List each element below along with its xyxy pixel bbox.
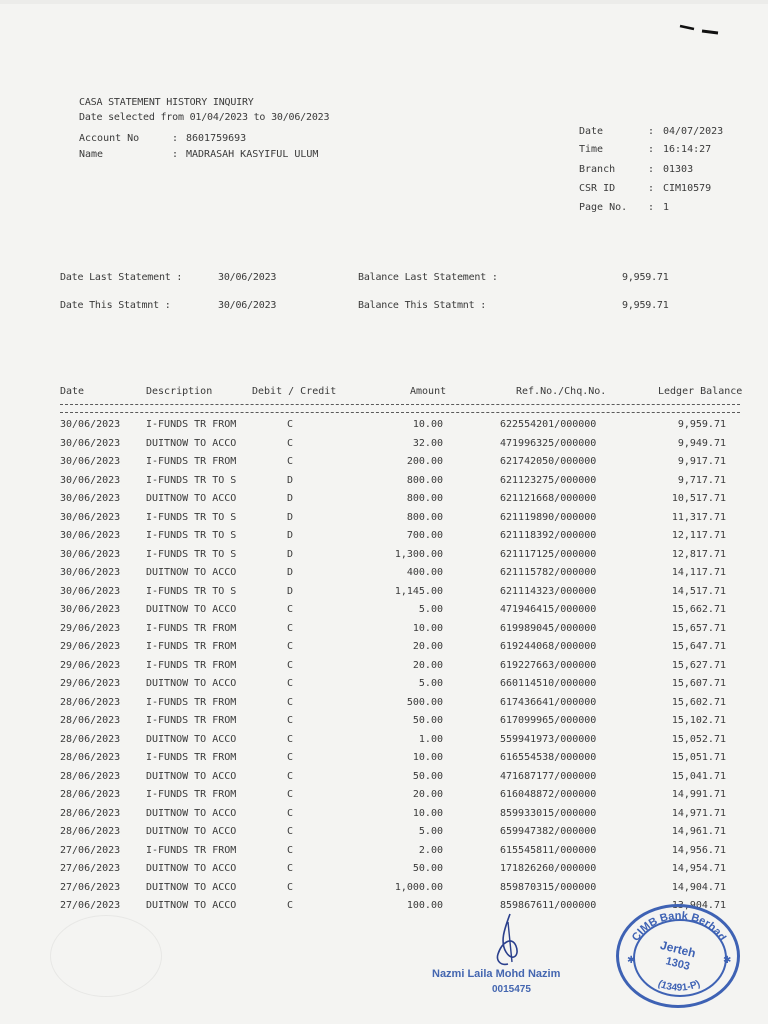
row-ref-no: 621114323/000000 xyxy=(500,585,597,597)
row-ref-no: 621742050/000000 xyxy=(500,456,597,467)
row-ref-no: 617099965/000000 xyxy=(500,715,597,726)
row-amount: 5.00 xyxy=(418,826,443,837)
row-ledger-balance: 14,517.71 xyxy=(671,585,726,597)
row-ref-no: 659947382/000000 xyxy=(500,826,597,837)
row-date: 27/06/2023 xyxy=(60,863,121,874)
row-description: DUITNOW TO ACCO xyxy=(146,437,237,449)
date-label: Date xyxy=(579,126,604,137)
row-amount: 10.00 xyxy=(412,419,443,430)
branch-value: 01303 xyxy=(663,164,694,175)
last-statement-date: 30/06/2023 xyxy=(218,272,277,283)
row-description: I-FUNDS TR FROM xyxy=(146,789,237,800)
row-debit-credit: C xyxy=(287,659,294,671)
row-amount: 10.00 xyxy=(412,807,443,819)
faint-bleedthrough-stamp xyxy=(50,915,162,997)
table-row xyxy=(0,712,768,731)
last-statement-label: Date Last Statement : xyxy=(60,272,183,283)
time-value: 16:14:27 xyxy=(663,144,712,155)
row-date: 30/06/2023 xyxy=(60,511,121,523)
row-description: I-FUNDS TR FROM xyxy=(146,419,237,430)
row-date: 30/06/2023 xyxy=(60,437,121,449)
table-row xyxy=(0,435,768,454)
table-row xyxy=(0,805,768,824)
colon: : xyxy=(648,126,655,137)
col-header-date: Date xyxy=(60,386,85,397)
this-statement-label: Date This Statmnt : xyxy=(60,300,171,311)
row-ledger-balance: 9,717.71 xyxy=(677,474,726,486)
table-row xyxy=(0,638,768,657)
date-value: 04/07/2023 xyxy=(663,126,724,137)
row-amount: 20.00 xyxy=(412,789,443,800)
row-ledger-balance: 14,971.71 xyxy=(671,807,726,819)
table-row xyxy=(0,490,768,509)
table-row xyxy=(0,416,768,435)
row-debit-credit: C xyxy=(287,881,294,893)
row-ref-no: 859870315/000000 xyxy=(500,881,597,893)
row-amount: 50.00 xyxy=(412,715,443,726)
row-debit-credit: D xyxy=(287,493,294,504)
row-description: DUITNOW TO ACCO xyxy=(146,567,237,578)
row-date: 30/06/2023 xyxy=(60,493,121,504)
row-date: 30/06/2023 xyxy=(60,585,121,597)
table-row xyxy=(0,509,768,528)
row-debit-credit: C xyxy=(287,419,294,430)
row-ref-no: 660114510/000000 xyxy=(500,678,597,689)
row-description: DUITNOW TO ACCO xyxy=(146,807,237,819)
row-debit-credit: D xyxy=(287,585,294,597)
page-label: Page No. xyxy=(579,202,628,213)
table-row xyxy=(0,731,768,750)
colon: : xyxy=(648,164,655,175)
row-ledger-balance: 9,949.71 xyxy=(677,437,726,449)
row-ref-no: 621118392/000000 xyxy=(500,530,597,541)
row-ref-no: 621123275/000000 xyxy=(500,474,597,486)
row-debit-credit: C xyxy=(287,789,294,800)
row-amount: 50.00 xyxy=(412,863,443,874)
stamp-star-icon: ✱ xyxy=(627,955,636,966)
row-ref-no: 617436641/000000 xyxy=(500,696,597,708)
row-ref-no: 621119890/000000 xyxy=(500,511,597,523)
row-date: 28/06/2023 xyxy=(60,770,121,782)
row-description: I-FUNDS TR FROM xyxy=(146,622,237,634)
colon: : xyxy=(172,149,179,160)
row-description: I-FUNDS TR FROM xyxy=(146,844,237,856)
row-ledger-balance: 12,817.71 xyxy=(671,548,726,560)
row-date: 27/06/2023 xyxy=(60,881,121,893)
table-row xyxy=(0,749,768,768)
row-ledger-balance: 15,052.71 xyxy=(671,733,726,745)
row-debit-credit: C xyxy=(287,770,294,782)
row-ref-no: 621115782/000000 xyxy=(500,567,597,578)
row-amount: 200.00 xyxy=(406,456,443,467)
row-ref-no: 616554538/000000 xyxy=(500,752,597,763)
row-date: 30/06/2023 xyxy=(60,604,121,615)
row-amount: 1,300.00 xyxy=(394,548,443,560)
row-ref-no: 616048872/000000 xyxy=(500,789,597,800)
header-divider xyxy=(60,404,740,413)
col-header-description: Description xyxy=(146,386,213,397)
scan-edge xyxy=(0,0,768,4)
row-description: DUITNOW TO ACCO xyxy=(146,770,237,782)
row-date: 29/06/2023 xyxy=(60,678,121,689)
this-statement-date: 30/06/2023 xyxy=(218,300,277,311)
row-amount: 500.00 xyxy=(406,696,443,708)
table-row xyxy=(0,823,768,842)
document-title: CASA STATEMENT HISTORY INQUIRY xyxy=(79,97,254,108)
name-value: MADRASAH KASYIFUL ULUM xyxy=(186,149,319,160)
row-ref-no: 559941973/000000 xyxy=(500,733,597,745)
colon: : xyxy=(648,144,655,155)
row-ledger-balance: 9,959.71 xyxy=(677,419,726,430)
row-ledger-balance: 14,954.71 xyxy=(671,863,726,874)
row-amount: 10.00 xyxy=(412,622,443,634)
row-ledger-balance: 11,317.71 xyxy=(671,511,726,523)
row-ledger-balance: 14,991.71 xyxy=(671,789,726,800)
table-row xyxy=(0,527,768,546)
row-ledger-balance: 15,627.71 xyxy=(671,659,726,671)
row-amount: 20.00 xyxy=(412,659,443,671)
row-ledger-balance: 15,051.71 xyxy=(671,752,726,763)
colon: : xyxy=(172,133,179,144)
row-ledger-balance: 10,517.71 xyxy=(671,493,726,504)
row-description: I-FUNDS TR TO S xyxy=(146,548,237,560)
row-date: 28/06/2023 xyxy=(60,789,121,800)
table-row xyxy=(0,879,768,898)
row-debit-credit: D xyxy=(287,548,294,560)
row-ledger-balance: 14,961.71 xyxy=(671,826,726,837)
row-description: DUITNOW TO ACCO xyxy=(146,733,237,745)
stamp-star-icon: ✱ xyxy=(723,955,732,966)
table-row xyxy=(0,472,768,491)
row-debit-credit: C xyxy=(287,844,294,856)
row-amount: 800.00 xyxy=(406,493,443,504)
row-ledger-balance: 12,117.71 xyxy=(671,530,726,541)
row-description: DUITNOW TO ACCO xyxy=(146,493,237,504)
table-row xyxy=(0,546,768,565)
stamp-branch-code: 1303 xyxy=(664,955,692,973)
row-debit-credit: C xyxy=(287,678,294,689)
row-ref-no: 171826260/000000 xyxy=(500,863,597,874)
row-debit-credit: C xyxy=(287,752,294,763)
row-ledger-balance: 14,117.71 xyxy=(671,567,726,578)
stamp-branch-name: Jerteh xyxy=(658,937,698,961)
table-row xyxy=(0,842,768,861)
row-description: DUITNOW TO ACCO xyxy=(146,604,237,615)
row-ref-no: 471996325/000000 xyxy=(500,437,597,449)
row-debit-credit: D xyxy=(287,474,294,486)
balance-last-value: 9,959.71 xyxy=(622,272,669,283)
row-date: 28/06/2023 xyxy=(60,715,121,726)
row-description: I-FUNDS TR FROM xyxy=(146,752,237,763)
row-amount: 400.00 xyxy=(406,567,443,578)
row-debit-credit: C xyxy=(287,622,294,634)
row-date: 30/06/2023 xyxy=(60,456,121,467)
svg-text:CIMB Bank Berhad xyxy=(630,910,728,943)
row-amount: 700.00 xyxy=(406,530,443,541)
row-amount: 50.00 xyxy=(412,770,443,782)
col-header-debit-credit: Debit / Credit xyxy=(252,386,337,397)
row-description: DUITNOW TO ACCO xyxy=(146,678,237,689)
row-description: DUITNOW TO ACCO xyxy=(146,881,237,893)
row-date: 28/06/2023 xyxy=(60,752,121,763)
row-debit-credit: D xyxy=(287,511,294,523)
csr-value: CIM10579 xyxy=(663,183,712,194)
row-description: I-FUNDS TR FROM xyxy=(146,641,237,652)
table-row xyxy=(0,675,768,694)
account-no-label: Account No xyxy=(79,133,140,144)
row-date: 30/06/2023 xyxy=(60,419,121,430)
row-ref-no: 622554201/000000 xyxy=(500,419,597,430)
row-amount: 2.00 xyxy=(418,844,443,856)
row-description: I-FUNDS TR TO S xyxy=(146,585,237,597)
col-header-ref: Ref.No./Chq.No. xyxy=(516,386,607,397)
row-amount: 10.00 xyxy=(412,752,443,763)
table-row xyxy=(0,768,768,787)
row-description: DUITNOW TO ACCO xyxy=(146,826,237,837)
row-debit-credit: C xyxy=(287,733,294,745)
row-amount: 100.00 xyxy=(406,900,443,911)
row-date: 30/06/2023 xyxy=(60,548,121,560)
row-ref-no: 619244068/000000 xyxy=(500,641,597,652)
row-debit-credit: C xyxy=(287,826,294,837)
row-date: 29/06/2023 xyxy=(60,622,121,634)
csr-label: CSR ID xyxy=(579,183,616,194)
row-description: DUITNOW TO ACCO xyxy=(146,863,237,874)
row-debit-credit: D xyxy=(287,530,294,541)
row-amount: 1,145.00 xyxy=(394,585,443,597)
row-amount: 800.00 xyxy=(406,474,443,486)
col-header-amount: Amount xyxy=(410,386,447,397)
row-ledger-balance: 15,102.71 xyxy=(671,715,726,726)
table-row xyxy=(0,601,768,620)
row-amount: 5.00 xyxy=(418,604,443,615)
row-debit-credit: C xyxy=(287,715,294,726)
row-ref-no: 859867611/000000 xyxy=(500,900,597,911)
table-row xyxy=(0,657,768,676)
balance-this-label: Balance This Statmnt : xyxy=(358,300,487,311)
row-ledger-balance: 9,917.71 xyxy=(677,456,726,467)
row-date: 28/06/2023 xyxy=(60,826,121,837)
colon: : xyxy=(648,202,655,213)
row-amount: 32.00 xyxy=(412,437,443,449)
row-ref-no: 619989045/000000 xyxy=(500,622,597,634)
row-description: I-FUNDS TR TO S xyxy=(146,530,237,541)
row-amount: 20.00 xyxy=(412,641,443,652)
table-row xyxy=(0,564,768,583)
officer-name: Nazmi Laila Mohd Nazim xyxy=(432,968,561,980)
account-no-value: 8601759693 xyxy=(186,133,247,144)
row-ledger-balance: 15,607.71 xyxy=(671,678,726,689)
row-date: 30/06/2023 xyxy=(60,474,121,486)
row-description: I-FUNDS TR FROM xyxy=(146,696,237,708)
row-amount: 800.00 xyxy=(406,511,443,523)
row-description: I-FUNDS TR FROM xyxy=(146,659,237,671)
row-amount: 5.00 xyxy=(418,678,443,689)
row-ref-no: 471687177/000000 xyxy=(500,770,597,782)
row-ref-no: 471946415/000000 xyxy=(500,604,597,615)
row-ledger-balance: 15,657.71 xyxy=(671,622,726,634)
table-row xyxy=(0,694,768,713)
row-ref-no: 619227663/000000 xyxy=(500,659,597,671)
row-description: DUITNOW TO ACCO xyxy=(146,900,237,911)
row-ref-no: 615545811/000000 xyxy=(500,844,597,856)
row-date: 28/06/2023 xyxy=(60,696,121,708)
row-ledger-balance: 15,662.71 xyxy=(671,604,726,615)
row-description: I-FUNDS TR FROM xyxy=(146,715,237,726)
row-ref-no: 621121668/000000 xyxy=(500,493,597,504)
signature-icon xyxy=(490,912,530,968)
table-row xyxy=(0,786,768,805)
row-date: 29/06/2023 xyxy=(60,641,121,652)
row-ledger-balance: 13,904.71 xyxy=(671,900,726,911)
row-debit-credit: C xyxy=(287,456,294,467)
balance-this-value: 9,959.71 xyxy=(622,300,669,311)
table-row xyxy=(0,583,768,602)
svg-text:(13491-P) xyxy=(656,978,702,993)
date-range: Date selected from 01/04/2023 to 30/06/2023 xyxy=(79,112,330,123)
row-debit-credit: C xyxy=(287,863,294,874)
colon: : xyxy=(648,183,655,194)
row-debit-credit: C xyxy=(287,437,294,449)
table-row xyxy=(0,860,768,879)
stamp-bottom-text: (13491-P) xyxy=(656,978,702,994)
col-header-balance: Ledger Balance xyxy=(658,386,743,397)
row-date: 28/06/2023 xyxy=(60,807,121,819)
table-row xyxy=(0,620,768,639)
table-row xyxy=(0,453,768,472)
row-ref-no: 621117125/000000 xyxy=(500,548,597,560)
branch-label: Branch xyxy=(579,164,616,175)
row-debit-credit: C xyxy=(287,641,294,652)
row-date: 27/06/2023 xyxy=(60,844,121,856)
row-debit-credit: C xyxy=(287,604,294,615)
row-debit-credit: D xyxy=(287,567,294,578)
row-ledger-balance: 15,602.71 xyxy=(671,696,726,708)
row-debit-credit: C xyxy=(287,696,294,708)
row-date: 30/06/2023 xyxy=(60,530,121,541)
stamp-top-text: CIMB Bank Berhad xyxy=(629,909,729,944)
row-ledger-balance: 14,904.71 xyxy=(671,881,726,893)
row-amount: 1,000.00 xyxy=(394,881,443,893)
name-label: Name xyxy=(79,149,104,160)
row-amount: 1.00 xyxy=(418,733,443,745)
row-ledger-balance: 15,041.71 xyxy=(671,770,726,782)
page-value: 1 xyxy=(663,202,670,213)
row-description: I-FUNDS TR FROM xyxy=(146,456,237,467)
time-label: Time xyxy=(579,144,604,155)
row-ref-no: 859933015/000000 xyxy=(500,807,597,819)
row-description: I-FUNDS TR TO S xyxy=(146,474,237,486)
row-debit-credit: C xyxy=(287,900,294,911)
row-ledger-balance: 15,647.71 xyxy=(671,641,726,652)
balance-last-label: Balance Last Statement : xyxy=(358,272,498,283)
row-ledger-balance: 14,956.71 xyxy=(671,844,726,856)
bank-stamp xyxy=(616,904,740,1008)
row-date: 27/06/2023 xyxy=(60,900,121,911)
corner-mark-icon xyxy=(678,22,728,42)
row-description: I-FUNDS TR TO S xyxy=(146,511,237,523)
stamp-text-art xyxy=(619,907,737,1005)
row-date: 29/06/2023 xyxy=(60,659,121,671)
row-date: 30/06/2023 xyxy=(60,567,121,578)
officer-id: 0015475 xyxy=(492,984,531,995)
row-date: 28/06/2023 xyxy=(60,733,121,745)
row-debit-credit: C xyxy=(287,807,294,819)
